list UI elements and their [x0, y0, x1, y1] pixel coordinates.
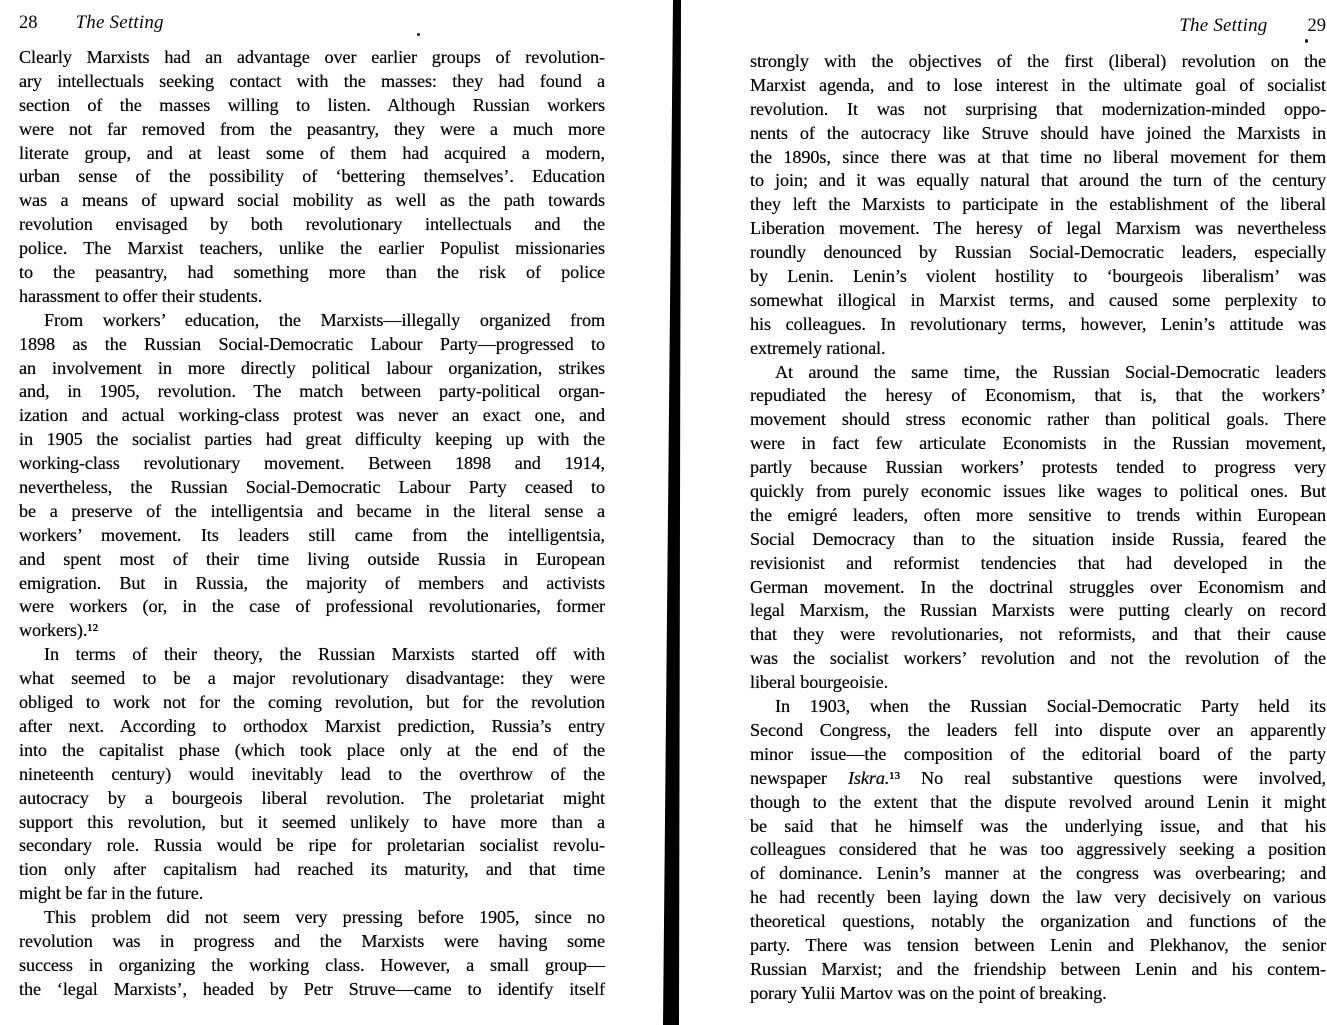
text-line: minor issue—the composition of the editorial board of the party [750, 743, 1326, 764]
text-line: nents of the autocracy like Struve should have joined the Marxists in [750, 122, 1326, 143]
text-line: working-class revolutionary movement. Between 1898 and 1914, [19, 453, 605, 474]
text-line: section of the masses willing to listen. Although Russian workers [19, 94, 605, 115]
text-line: extremely rational. [750, 337, 886, 358]
text-line: were workers (or, in the case of professional revolutionaries, former [19, 596, 605, 617]
text-line: and, in 1905, revolution. The match between party-political organ- [19, 381, 605, 402]
text-line: nineteenth century) would inevitably lead to the overthrow of the [19, 763, 605, 784]
text-line: police. The Marxist teachers, unlike the earlier Populist missionaries [19, 238, 605, 259]
text-line: movement should stress economic rather than political goals. There [750, 409, 1326, 430]
text-line: Russian Marxist; and the friendship between Lenin and his contem- [750, 958, 1326, 979]
text-line: strongly with the objectives of the first (liberal) revolution on the [750, 51, 1326, 71]
scan-speck [417, 33, 420, 36]
text-line: colleagues considered that he was too aggressively seeking a position [750, 839, 1326, 860]
text-line: he had recently been laying down the law very decisively on various [750, 887, 1326, 908]
text-line: were in fact few articulate Economists in the Russian movement, [750, 433, 1326, 454]
text-line: be said that he himself was the underlying issue, and that his [750, 815, 1326, 836]
text-line: workers’ movement. Its leaders still came from the intelligentsia, [19, 524, 605, 545]
text-line: In 1903, when the Russian Social-Democratic Party held its [775, 696, 1326, 717]
text-line: was the socialist workers’ revolution and not the revolution of the [750, 648, 1326, 669]
text-line: tion only after capitalism had reached its maturity, and that time [19, 859, 605, 880]
left-page-number: 28 [19, 13, 38, 33]
text-line: harassment to offer their students. [19, 285, 263, 306]
text-line: ary intellectuals seeking contact with the masses: they had found a [19, 70, 605, 91]
right-page-body [750, 50, 1326, 1006]
text-line: secondary role. Russia would be ripe for proletarian socialist revolu- [19, 835, 605, 856]
text-line: be a preserve of the intelligentsia and became in the literal sense a [19, 500, 605, 521]
text-line: At around the same time, the Russian Social-Democratic leaders [775, 361, 1326, 382]
text-line: the 1890s, since there was at that time no liberal movement for them [750, 146, 1326, 167]
text-line: an involvement in more directly political labour organization, strikes [19, 357, 605, 378]
text-line: ization and actual working-class protest was never an exact one, and [19, 405, 605, 426]
text-line: partly because Russian workers’ protests tended to progress very [750, 457, 1326, 478]
paragraph [19, 906, 605, 1002]
text-line: after next. According to orthodox Marxist prediction, Russia’s entry [19, 715, 605, 736]
text-line: nevertheless, the Russian Social-Democratic Labour Party ceased to [19, 477, 605, 498]
text-line: workers).¹² [19, 620, 98, 641]
text-line: literate group, and at least some of them had acquired a modern, [19, 142, 605, 163]
text-line: was a means of upward social mobility as well as the path towards [19, 190, 605, 211]
text-line: newspaper Iskra.¹³ No real substantive questions were involved, [750, 767, 1326, 788]
text-line: repudiated the heresy of Economism, that is, that the workers’ [750, 385, 1326, 406]
text-line: Clearly Marxists had an advantage over earlier groups of revolution- [19, 47, 605, 67]
text-line: revisionist and reformist tendencies that had developed in the [750, 552, 1326, 573]
text-line: Second Congress, the leaders fell into dispute over an apparently [750, 719, 1326, 740]
paragraph [750, 50, 1326, 361]
text-line: though to the extent that the dispute revolved around Lenin it might [750, 791, 1326, 812]
text-line: autocracy by a bourgeois liberal revolution. The proletariat might [19, 787, 605, 808]
text-line: what seemed to be a major revolutionary disadvantage: they were [19, 668, 605, 689]
text-line: obliged to work not for the coming revolution, but for the revolution [19, 692, 605, 713]
paragraph [19, 643, 605, 906]
text-line: roundly denounced by Russian Social-Democratic leaders, especially [750, 242, 1326, 263]
text-line: party. There was tension between Lenin and Plekhanov, the senior [750, 934, 1326, 955]
text-line: into the capitalist phase (which took place only at the end of the [19, 739, 605, 760]
text-line: and spent most of their time living outside Russia in European [19, 548, 605, 569]
left-header-title: The Setting [75, 12, 164, 33]
paragraph [19, 46, 605, 309]
text-line: This problem did not seem very pressing before 1905, since no [44, 907, 605, 928]
book-gutter-shadow [660, 0, 686, 1025]
text-line: German movement. In the doctrinal struggles over Economism and [750, 576, 1326, 597]
text-line: In terms of their theory, the Russian Marxists started off with [44, 644, 605, 665]
right-page-number: 29 [1307, 16, 1326, 36]
text-line: revolution. It was not surprising that modernization-minded oppo- [750, 98, 1326, 119]
paragraph [750, 361, 1326, 695]
left-page-body [19, 46, 605, 1002]
text-line: the ‘legal Marxists’, headed by Petr Struve—came to identify itself [19, 978, 605, 999]
text-line: were not far removed from the peasantry, they were a much more [19, 118, 605, 139]
text-line: support this revolution, but it seemed unlikely to have more than a [19, 811, 605, 832]
right-running-header [750, 15, 1326, 37]
text-line: urban sense of the possibility of ‘bettering themselves’. Education [19, 166, 605, 187]
text-line: emigration. But in Russia, the majority of members and activists [19, 572, 605, 593]
right-header-title: The Setting [1179, 15, 1268, 36]
text-line: quickly from purely economic issues like wages to political ones. But [750, 481, 1326, 502]
text-line: his colleagues. In revolutionary terms, however, Lenin’s attitude was [750, 313, 1326, 334]
text-line: the emigré leaders, often more sensitive to trends within European [750, 504, 1326, 525]
text-line: to the peasantry, had something more than the risk of police [19, 262, 605, 283]
text-line: in 1905 the socialist parties had great difficulty keeping up with the [19, 429, 605, 450]
text-line: porary Yulii Martov was on the point of breaking. [750, 982, 1107, 1003]
text-line: somewhat illogical in Marxist terms, and caused some perplexity to [750, 289, 1326, 310]
text-line: Social Democracy than to the situation inside Russia, feared the [750, 528, 1326, 549]
text-line: liberal bourgeoisie. [750, 672, 889, 693]
text-line: that they were revolutionaries, not reformists, and that their cause [750, 624, 1326, 645]
text-line: success in organizing the working class. However, a small group— [19, 954, 605, 975]
text-line: might be far in the future. [19, 883, 204, 904]
paragraph [750, 695, 1326, 1006]
text-line: to join; and it was equally natural that around the turn of the century [750, 170, 1326, 191]
left-running-header [19, 12, 605, 34]
text-line: theoretical questions, notably the organization and functions of the [750, 911, 1326, 932]
text-line: 1898 as the Russian Social-Democratic Labour Party—progressed to [19, 333, 605, 354]
text-line: revolution was in progress and the Marxists were having some [19, 930, 605, 951]
text-line: revolution envisaged by both revolutionary intellectuals and the [19, 214, 605, 235]
text-line: legal Marxism, the Russian Marxists were putting clearly on record [750, 600, 1326, 621]
text-line: Liberation movement. The heresy of legal Marxism was nevertheless [750, 218, 1326, 239]
text-line: Marxist agenda, and to lose interest in the ultimate goal of socialist [750, 74, 1326, 95]
paragraph [19, 309, 605, 643]
text-line: they left the Marxists to participate in the establishment of the liberal [750, 194, 1326, 215]
text-line: From workers’ education, the Marxists—illegally organized from [44, 309, 605, 330]
text-line: of dominance. Lenin’s manner at the congress was overbearing; and [750, 863, 1326, 884]
text-line: by Lenin. Lenin’s violent hostility to ‘bourgeois liberalism’ was [750, 266, 1326, 287]
scan-speck [1305, 39, 1308, 43]
